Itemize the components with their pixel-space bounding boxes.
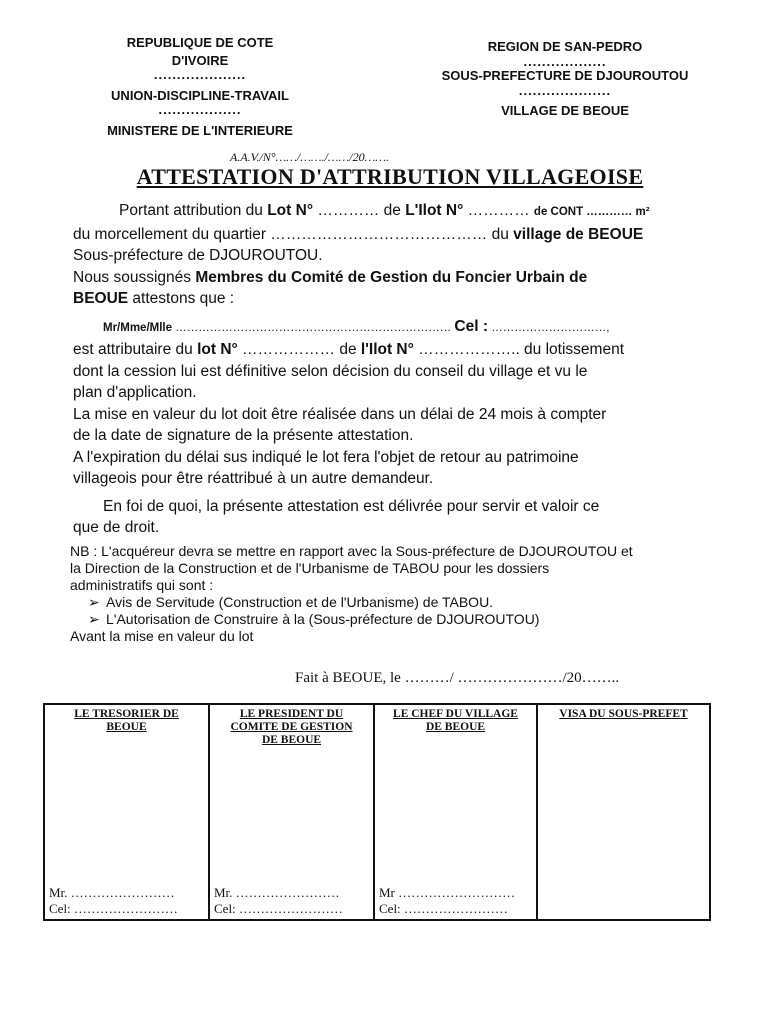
signature-cell-subprefect <box>537 704 710 920</box>
text: Nous soussignés <box>73 268 196 286</box>
header-separator: .................. <box>523 53 607 69</box>
heading-line: DE BEOUE <box>261 734 322 746</box>
heading-line: VISA DU SOUS-PREFET <box>559 708 688 720</box>
text: ………… <box>463 202 534 219</box>
name-field: Mr ……………………… <box>379 885 516 900</box>
ilot-label: l'Ilot N° <box>360 341 414 358</box>
signature-heading <box>45 705 208 734</box>
fill-line: …………………………, <box>488 321 610 334</box>
signature-cell-president <box>209 704 374 920</box>
phone-field: Cel: …………………… <box>379 901 508 916</box>
nb-line: NB : L'acquéreur devra se mettre en rapport avec la Sous-préfecture de DJOUROUTOU et <box>70 543 633 559</box>
phone-field: Cel: …………………… <box>49 901 178 916</box>
list-item-text: L'Autorisation de Construire à la (Sous-préfecture de DJOUROUTOU) <box>106 611 540 627</box>
document-title: ATTESTATION D'ATTRIBUTION VILLAGEOISE <box>136 164 644 189</box>
body-line <box>73 316 695 340</box>
attestation-body <box>73 200 695 539</box>
heading-line: DE BEOUE <box>425 721 486 733</box>
body-line <box>73 288 695 310</box>
cont-label: de CONT ………… m² <box>533 206 650 218</box>
text: attestons que : <box>128 290 235 307</box>
signature-fields <box>214 885 343 917</box>
header-subprefecture: SOUS-PREFECTURE DE DJOUROUTOU <box>441 68 689 84</box>
village-name: BEOUE <box>73 290 129 307</box>
body-line: A l'expiration du délai sus indiqué le lot fera l'objet de retour au patrimoine <box>73 448 579 466</box>
name-field: Mr. …………………… <box>49 885 175 900</box>
nb-line: Avant la mise en valeur du lot <box>70 628 254 644</box>
reference-number: A.A.V./N°……/……./……/20……. <box>230 150 389 164</box>
heading-line: LE PRESIDENT DU <box>239 708 344 720</box>
lot-label: lot N° <box>197 341 238 358</box>
header-region: REGION DE SAN-PEDRO <box>487 39 643 54</box>
signature-cell-treasurer <box>44 704 209 920</box>
header-separator: .................... <box>153 67 247 83</box>
heading-line: COMITE DE GESTION <box>230 721 353 733</box>
body-line: dont la cession lui est définitive selon décision du conseil du village et vu le <box>73 362 588 380</box>
body-line: que de droit. <box>73 519 160 536</box>
signature-heading <box>538 705 709 721</box>
body-line <box>73 339 695 361</box>
list-item <box>88 594 695 611</box>
text: du morcellement du quartier …………………………………… du <box>73 225 514 243</box>
header-village: VILLAGE DE BEOUE <box>501 103 629 119</box>
list-item <box>88 611 695 628</box>
header-motto: UNION-DISCIPLINE-TRAVAIL <box>111 87 289 103</box>
text: ……………… de <box>237 341 361 358</box>
ilot-label: L'Ilot N° <box>405 202 464 219</box>
arrow-bullet-icon: ➢ <box>88 611 100 627</box>
header-ministry: MINISTERE DE L'INTERIEURE <box>107 123 293 139</box>
heading-line: LE TRESORIER DE <box>74 708 179 720</box>
village-label: village de BEOUE <box>513 225 644 243</box>
body-line <box>73 267 695 289</box>
phone-field: Cel: …………………… <box>214 901 343 916</box>
committee-label: Membres du Comité de Gestion du Foncier Urbain de <box>195 268 588 286</box>
body-line: Sous-préfecture de DJOUROUTOU. <box>73 247 323 264</box>
body-line <box>73 200 695 224</box>
nb-line: administratifs qui sont : <box>70 577 214 593</box>
body-line: de la date de signature de la présente attestation. <box>73 427 414 444</box>
heading-line: LE CHEF DU VILLAGE <box>393 708 518 720</box>
signature-heading <box>375 705 536 734</box>
list-item-text: Avis de Servitude (Construction et de l'Urbanisme) de TABOU. <box>106 594 494 610</box>
signature-cell-village-chief <box>374 704 537 920</box>
signature-fields <box>379 885 515 917</box>
text: ………… de <box>313 202 406 219</box>
text: Portant attribution du <box>119 202 268 219</box>
arrow-bullet-icon: ➢ <box>88 594 100 610</box>
signature-fields <box>49 885 178 917</box>
name-field: Mr. …………………… <box>214 885 340 900</box>
signature-table <box>43 703 711 921</box>
fill-line: ……………………………………………………………… <box>172 321 455 334</box>
header-left <box>100 34 300 140</box>
header-separator: .................... <box>518 82 612 98</box>
cel-label: Cel : <box>454 317 488 335</box>
body-line: villageois pour être réattribué à un autre demandeur. <box>73 470 434 487</box>
nb-line: la Direction de la Construction et de l'Urbanisme de TABOU pour les dossiers <box>70 560 550 576</box>
body-line: La mise en valeur du lot doit être réalisée dans un délai de 24 mois à compter <box>73 405 607 423</box>
lot-label: Lot N° <box>267 202 314 219</box>
header-country: REPUBLIQUE DE COTE D'IVOIRE <box>126 35 274 68</box>
body-line: En foi de quoi, la présente attestation est délivrée pour servir et valoir ce <box>103 497 600 515</box>
text: ……………….. du lotissement <box>413 341 624 358</box>
beneficiary-label: Mr/Mme/Mlle <box>103 321 173 334</box>
heading-line: BEOUE <box>106 721 147 733</box>
body-line: plan d'application. <box>73 384 197 401</box>
nb-note <box>70 543 695 645</box>
header-right <box>425 38 705 120</box>
place-date-line: Fait à BEOUE, le ………/ …………………/20…….. <box>295 670 620 686</box>
body-line <box>73 224 695 246</box>
text: est attributaire du <box>73 341 198 358</box>
header-separator: .................. <box>158 102 242 118</box>
nb-list <box>70 594 695 628</box>
signature-heading <box>210 705 373 747</box>
